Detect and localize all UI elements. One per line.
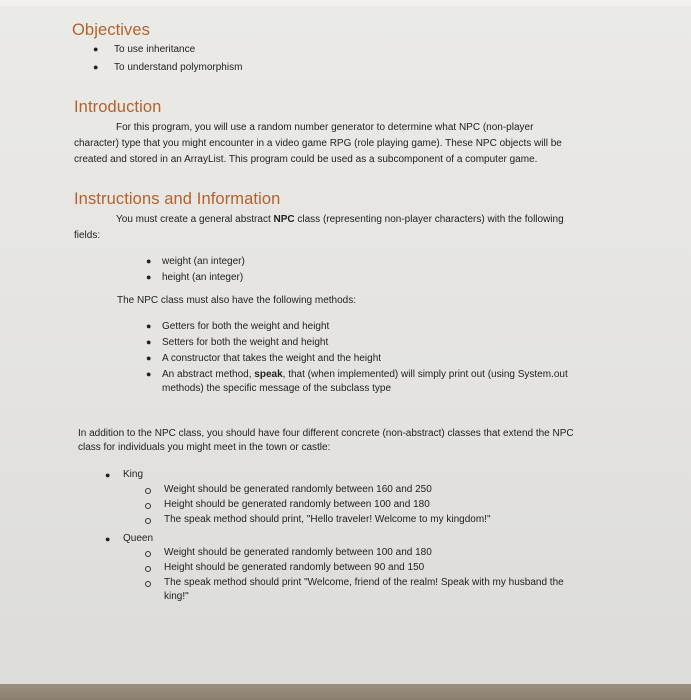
sub-bullet-icon xyxy=(145,566,151,572)
method-item: Getters for both the weight and height xyxy=(162,321,330,332)
subclasses-intro-line: class for individuals you might meet in the town or castle: xyxy=(78,442,331,453)
objective-item: To use inheritance xyxy=(114,44,196,55)
bullet-icon: ● xyxy=(105,534,111,544)
instructions-intro-cont: fields: xyxy=(74,230,101,241)
bullet-icon: ● xyxy=(105,470,111,480)
bullet-icon: ● xyxy=(146,337,152,347)
method-item: A constructor that takes the weight and the height xyxy=(162,353,382,364)
queen-detail: Weight should be generated randomly between 100 and 180 xyxy=(164,547,432,558)
king-label: King xyxy=(123,469,144,480)
queen-detail: Height should be generated randomly between 90 and 150 xyxy=(164,562,425,573)
bullet-icon: ● xyxy=(93,44,99,54)
speak-bold: speak xyxy=(254,369,283,380)
photo-bottom-strip xyxy=(0,684,691,700)
introduction-line: For this program, you will use a random number generator to determine what NPC (non-player xyxy=(116,122,534,133)
king-detail: Height should be generated randomly between 100 and 180 xyxy=(164,499,430,510)
bullet-icon: ● xyxy=(146,272,152,282)
queen-label: Queen xyxy=(123,533,154,544)
instructions-intro xyxy=(116,213,564,227)
objective-item: To understand polymorphism xyxy=(114,62,243,73)
bullet-icon: ● xyxy=(146,256,152,266)
subclasses-intro-line: In addition to the NPC class, you should have four different concrete (non-abstract) classes that extend the NPC xyxy=(78,428,574,439)
bullet-icon: ● xyxy=(146,353,152,363)
abstract-post: , that (when implemented) will simply print out (using System.out xyxy=(282,369,568,380)
king-detail: The speak method should print, "Hello traveler! Welcome to my kingdom!" xyxy=(164,514,491,525)
npc-bold: NPC xyxy=(273,214,295,225)
method-item-abstract xyxy=(162,368,568,382)
bullet-icon: ● xyxy=(93,62,99,72)
instructions-intro-post: class (representing non-player characters) with the following xyxy=(294,214,564,225)
queen-detail: The speak method should print "Welcome, friend of the realm! Speak with my husband the xyxy=(164,577,564,588)
instructions-heading: Instructions and Information xyxy=(74,190,281,208)
sub-bullet-icon xyxy=(145,518,151,524)
field-item: height (an integer) xyxy=(162,272,244,283)
page-top-edge xyxy=(0,0,691,6)
bullet-icon: ● xyxy=(146,369,152,379)
sub-bullet-icon xyxy=(145,551,151,557)
method-item-abstract-cont: methods) the specific message of the subclass type xyxy=(162,383,392,394)
method-item: Setters for both the weight and height xyxy=(162,337,329,348)
king-detail: Weight should be generated randomly between 160 and 250 xyxy=(164,484,432,495)
sub-bullet-icon xyxy=(145,581,151,587)
field-item: weight (an integer) xyxy=(162,256,245,267)
introduction-line: created and stored in an ArrayList. This program could be used as a subcomponent of a computer game. xyxy=(74,154,538,165)
introduction-line: character) type that you might encounter in a video game RPG (role playing game). These NPC objects will be xyxy=(74,138,562,149)
abstract-pre: An abstract method, xyxy=(162,369,255,380)
sub-bullet-icon xyxy=(145,503,151,509)
objectives-heading: Objectives xyxy=(72,21,151,39)
bullet-icon: ● xyxy=(146,321,152,331)
introduction-heading: Introduction xyxy=(74,98,162,116)
instructions-intro-pre: You must create a general abstract xyxy=(116,214,274,225)
sub-bullet-icon xyxy=(145,488,151,494)
methods-intro: The NPC class must also have the following methods: xyxy=(117,295,356,306)
queen-detail-cont: king!" xyxy=(164,591,189,602)
